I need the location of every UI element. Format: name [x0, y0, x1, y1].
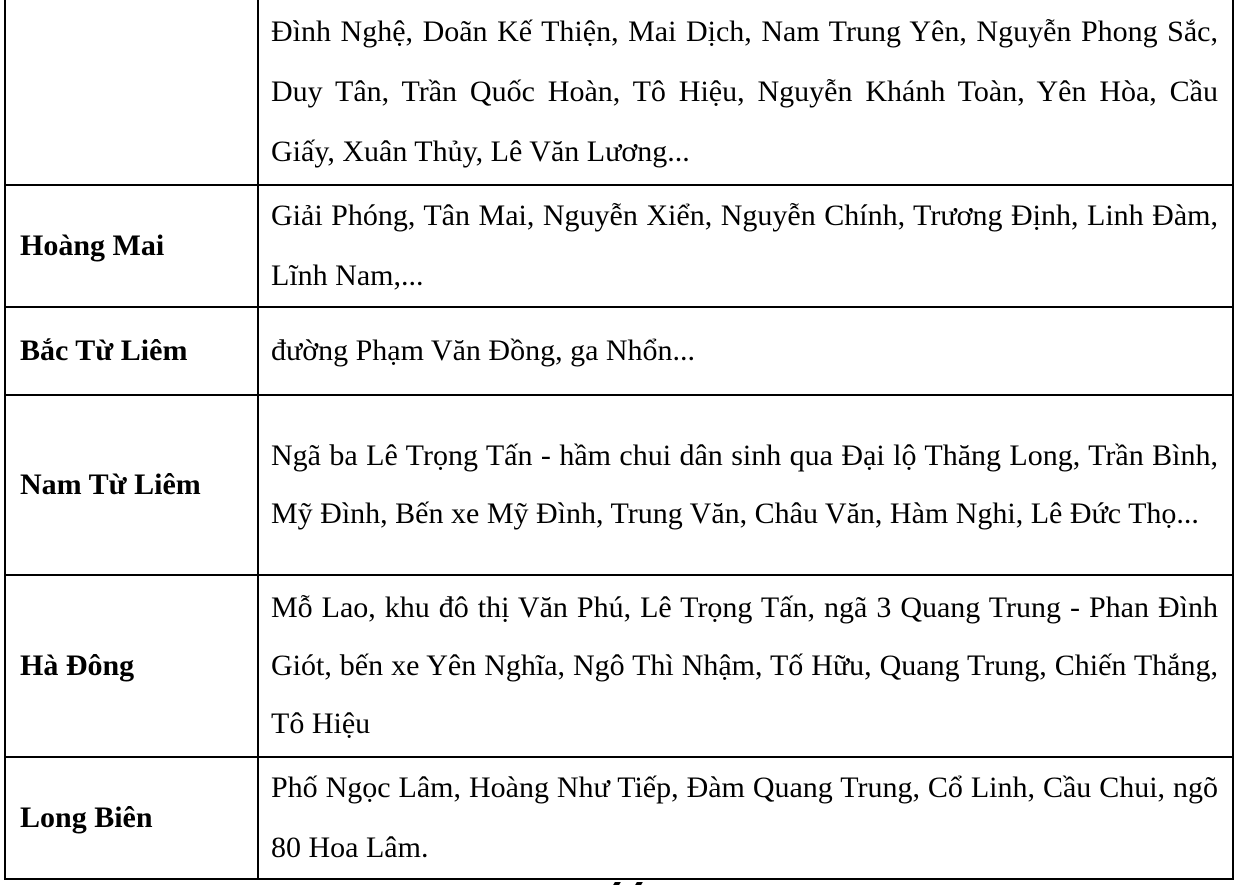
table-row: [5, 307, 1233, 395]
district-cell: Hoàng Mai: [5, 185, 258, 307]
district-cell: Nam Từ Liêm: [5, 395, 258, 575]
table-row: [5, 0, 1233, 185]
table-row: [5, 185, 1233, 307]
streets-cell: đường Phạm Văn Đồng, ga Nhổn...: [258, 307, 1233, 395]
table-row: [5, 395, 1233, 575]
district-cell: Long Biên: [5, 757, 258, 879]
streets-cell: Ngã ba Lê Trọng Tấn - hầm chui dân sinh qua Đại lộ Thăng Long, Trần Bình, Mỹ Đình, Bến xe Mỹ Đình, Trung Văn, Châu Văn, Hàm Nghi, Lê Đức Thọ...: [258, 395, 1233, 575]
streets-cell: Giải Phóng, Tân Mai, Nguyễn Xiển, Nguyễn Chính, Trương Định, Linh Đàm, Lĩnh Nam,...: [258, 185, 1233, 307]
flooded-streets-table: [4, 0, 1234, 880]
streets-cell: Mỗ Lao, khu đô thị Văn Phú, Lê Trọng Tấn, ngã 3 Quang Trung - Phan Đình Giót, bến xe Yên Nghĩa, Ngô Thì Nhậm, Tố Hữu, Quang Trung, Chiến Thắng, Tô Hiệu: [258, 575, 1233, 757]
district-cell: Hà Đông: [5, 575, 258, 757]
table-row: [5, 575, 1233, 757]
table-row: [5, 757, 1233, 879]
streets-cell: Phố Ngọc Lâm, Hoàng Như Tiếp, Đàm Quang Trung, Cổ Linh, Cầu Chui, ngõ 80 Hoa Lâm.: [258, 757, 1233, 879]
district-cell: [5, 0, 258, 185]
cropped-caption-fragment: [612, 878, 652, 886]
streets-cell: Đình Nghệ, Doãn Kế Thiện, Mai Dịch, Nam Trung Yên, Nguyễn Phong Sắc, Duy Tân, Trần Quốc Hoàn, Tô Hiệu, Nguyễn Khánh Toàn, Yên Hòa, Cầu Giấy, Xuân Thủy, Lê Văn Lương...: [258, 0, 1233, 185]
district-cell: Bắc Từ Liêm: [5, 307, 258, 395]
